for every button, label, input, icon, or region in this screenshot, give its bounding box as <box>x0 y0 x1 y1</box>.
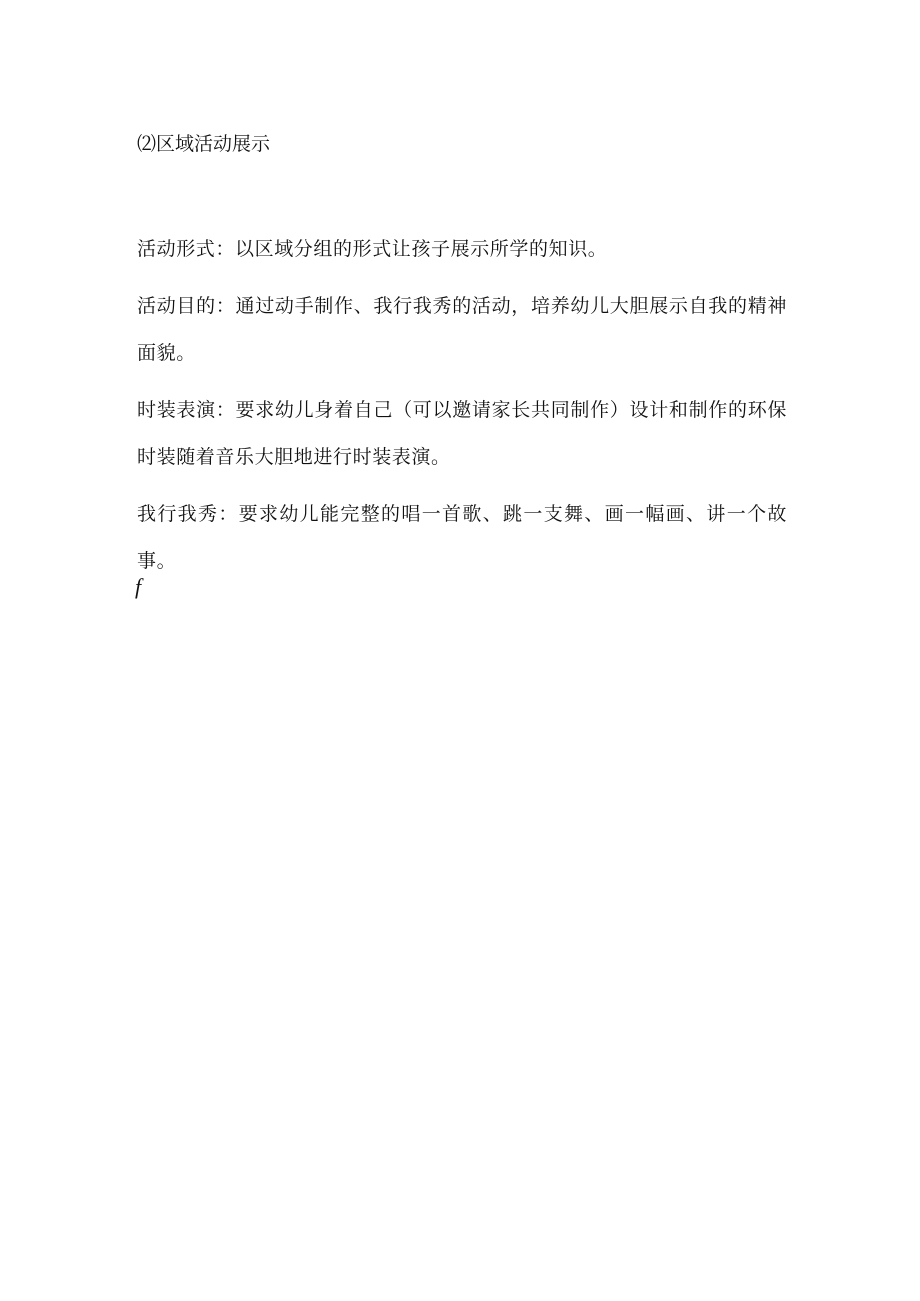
paragraph-activity-form: 活动形式：以区域分组的形式让孩子展示所学的知识。 <box>137 238 608 260</box>
paragraph-talent-show: 我行我秀：要求幼儿能完整的唱一首歌、跳一支舞、画一幅画、讲一个故事。 <box>137 503 787 572</box>
section-heading: ⑵区域活动展示 <box>137 133 271 155</box>
paragraph-fashion-show: 时装表演：要求幼儿身着自己（可以邀请家长共同制作）设计和制作的环保时装随着音乐大胆地进行时装表演。 <box>137 399 787 468</box>
italic-f-mark: f <box>135 574 142 599</box>
body-text <box>137 226 787 595</box>
paragraph-activity-purpose: 活动目的：通过动手制作、我行我秀的活动，培养幼儿大胆展示自我的精神面貌。 <box>137 295 787 364</box>
